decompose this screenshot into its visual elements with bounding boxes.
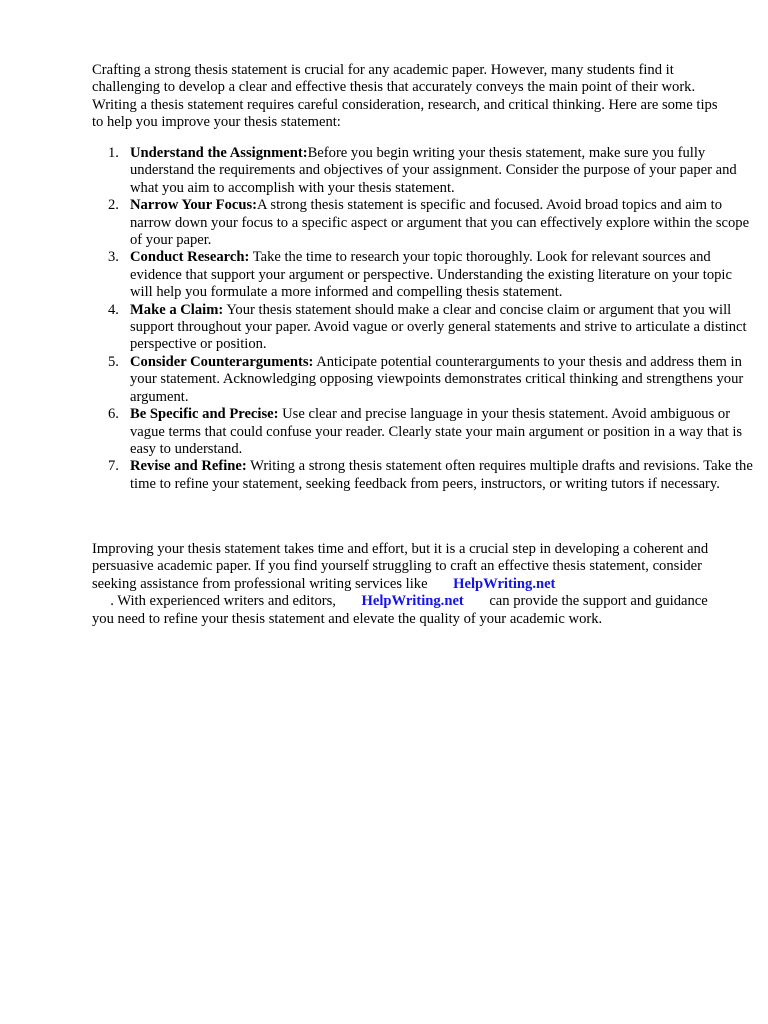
list-number: 5. [108,353,119,370]
tip-term: Conduct Research: [130,249,250,266]
tip-text: Your thesis statement should make a clear and concise claim or argument that you will support throughout your paper. Avoid vague or overly general statements and strive to articulate a distinct perspective or position. [130,301,747,353]
list-number: 4. [108,301,119,318]
tip-term: Narrow Your Focus: [130,197,258,214]
tip-term: Understand the Assignment: [130,145,308,161]
tip-text: Writing a strong thesis statement often requires multiple drafts and revisions. Take the time to refine your statement, seeking feedback from peers, instructors, or writing tutors if necessary. [130,458,753,492]
tip-text: Anticipate potential counterarguments to your thesis and address them in your statement. Acknowledging opposing viewpoints demonstrates critical thinking and strengthens your argument. [130,353,744,405]
list-item [108,301,756,354]
outro-paragraph [92,541,718,628]
list-item [108,353,756,406]
list-number: 7. [108,458,119,475]
list-number: 1. [108,145,119,161]
list-item [108,406,756,458]
outro-text: . With experienced writers and editors, [110,593,336,610]
list-item [108,145,756,197]
outro-text: Improving your thesis statement takes time and effort, but it is a crucial step in developing a coherent and persuasive academic paper. If you find yourself struggling to craft an effective thesis statement, consider seeking assistance from professional writing services like [92,541,709,592]
tip-term: Revise and Refine: [130,458,247,475]
tip-text: A strong thesis statement is specific and focused. Avoid broad topics and aim to narrow down your focus to a specific aspect or argument that you can effectively explore within the scope of your paper. [130,197,750,249]
tip-text: Use clear and precise language in your thesis statement. Avoid ambiguous or vague terms that could confuse your reader. Clearly state your main argument or position in a way that is easy to understand. [130,406,743,457]
intro-paragraph: Crafting a strong thesis statement is crucial for any academic paper. However, many students find it challenging to develop a clear and effective thesis that accurately conveys the main point of their work. Writing a thesis statement requires careful consideration, research, and critical thinking. Here are some tips to help you improve your thesis statement: [92,62,718,131]
list-item [108,249,756,301]
outro-text: can provide the support and guidance you need to refine your thesis statement and elevate the quality of your academic work. [92,593,708,627]
list-item [108,197,756,249]
tip-text: Before you begin writing your thesis statement, make sure you fully understand the requirements and objectives of your assignment. Consider the purpose of your paper and what you aim to accomplish with your thesis statement. [130,145,737,196]
list-item [108,458,756,493]
tips-list [92,145,756,493]
tip-term: Be Specific and Precise: [130,406,279,423]
list-number: 2. [108,197,119,214]
tip-text: Take the time to research your topic thoroughly. Look for relevant sources and evidence that support your argument or perspective. Understanding the existing literature on your topic will help you formulate a more informed and compelling thesis statement. [130,249,732,301]
tip-term: Consider Counterarguments: [130,353,314,370]
list-number: 6. [108,406,119,423]
tip-term: Make a Claim: [130,301,224,318]
list-number: 3. [108,249,119,266]
helpwriting-link[interactable]: HelpWriting.net [453,575,556,592]
helpwriting-link[interactable]: HelpWriting.net [361,593,464,610]
